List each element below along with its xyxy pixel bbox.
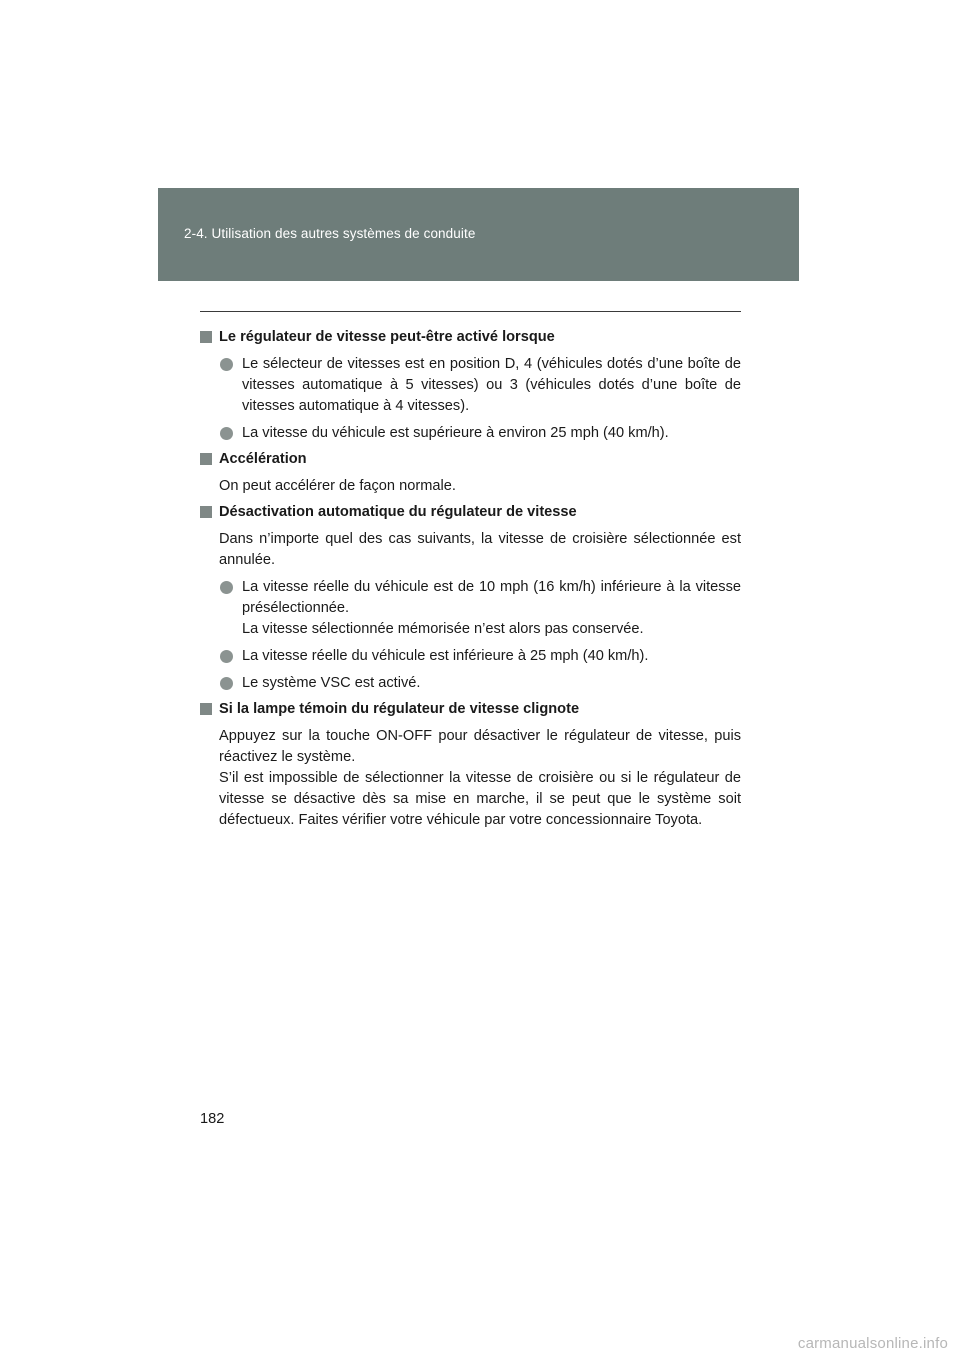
heading-text: Accélération xyxy=(219,451,307,467)
page-number: 182 xyxy=(200,1111,225,1127)
paragraph-text: Appuyez sur la touche ON-OFF pour désactiver le régulateur de vitesse, puis réactivez le système. xyxy=(219,728,741,765)
square-icon xyxy=(200,703,212,715)
circle-bullet-icon xyxy=(220,427,233,440)
paragraph xyxy=(200,476,741,497)
bullet-item xyxy=(200,354,741,417)
heading-text: Si la lampe témoin du régulateur de vitesse clignote xyxy=(219,701,580,717)
bullet-text: La vitesse réelle du véhicule est de 10 mph (16 km/h) inférieure à la vitesse présélectionnée. xyxy=(242,579,741,616)
heading-indicator-flashing xyxy=(200,699,741,720)
paragraph xyxy=(200,529,741,571)
paragraph xyxy=(200,726,741,831)
bullet-item xyxy=(200,577,741,640)
bullet-text: Le système VSC est activé. xyxy=(242,675,421,691)
bullet-item xyxy=(200,423,741,444)
square-icon xyxy=(200,453,212,465)
paragraph-text: S’il est impossible de sélectionner la vitesse de croisière ou si le régulateur de vitesse se désactive dès sa mise en marche, il se peut que le système soit défectueux. Faites vérifier votre véhicule par votre concessionnaire Toyota. xyxy=(219,770,741,828)
section-header-band xyxy=(158,188,799,281)
header-divider xyxy=(200,311,741,312)
circle-bullet-icon xyxy=(220,677,233,690)
manual-content xyxy=(200,327,741,836)
square-icon xyxy=(200,506,212,518)
circle-bullet-icon xyxy=(220,581,233,594)
circle-bullet-icon xyxy=(220,358,233,371)
bullet-text: La vitesse du véhicule est supérieure à environ 25 mph (40 km/h). xyxy=(242,425,669,441)
paragraph-text: Dans n’importe quel des cas suivants, la vitesse de croisière sélectionnée est annulée. xyxy=(219,531,741,568)
heading-text: Le régulateur de vitesse peut-être activé lorsque xyxy=(219,329,555,345)
section-title: 2-4. Utilisation des autres systèmes de conduite xyxy=(184,226,476,241)
bullet-text: La vitesse réelle du véhicule est inférieure à 25 mph (40 km/h). xyxy=(242,648,649,664)
bullet-text: Le sélecteur de vitesses est en position D, 4 (véhicules dotés d’une boîte de vitesses automatique à 5 vitesses) ou 3 (véhicules dotés d’une boîte de vitesses automatique à 4 vitesses). xyxy=(242,356,741,414)
square-icon xyxy=(200,331,212,343)
paragraph-text: On peut accélérer de façon normale. xyxy=(219,478,456,494)
heading-acceleration xyxy=(200,449,741,470)
heading-text: Désactivation automatique du régulateur de vitesse xyxy=(219,504,577,520)
circle-bullet-icon xyxy=(220,650,233,663)
bullet-item xyxy=(200,673,741,694)
watermark: carmanualsonline.info xyxy=(797,1335,948,1352)
bullet-item xyxy=(200,646,741,667)
heading-automatic-deactivation xyxy=(200,502,741,523)
heading-activation-conditions xyxy=(200,327,741,348)
bullet-text-note: La vitesse sélectionnée mémorisée n’est alors pas conservée. xyxy=(242,621,644,637)
